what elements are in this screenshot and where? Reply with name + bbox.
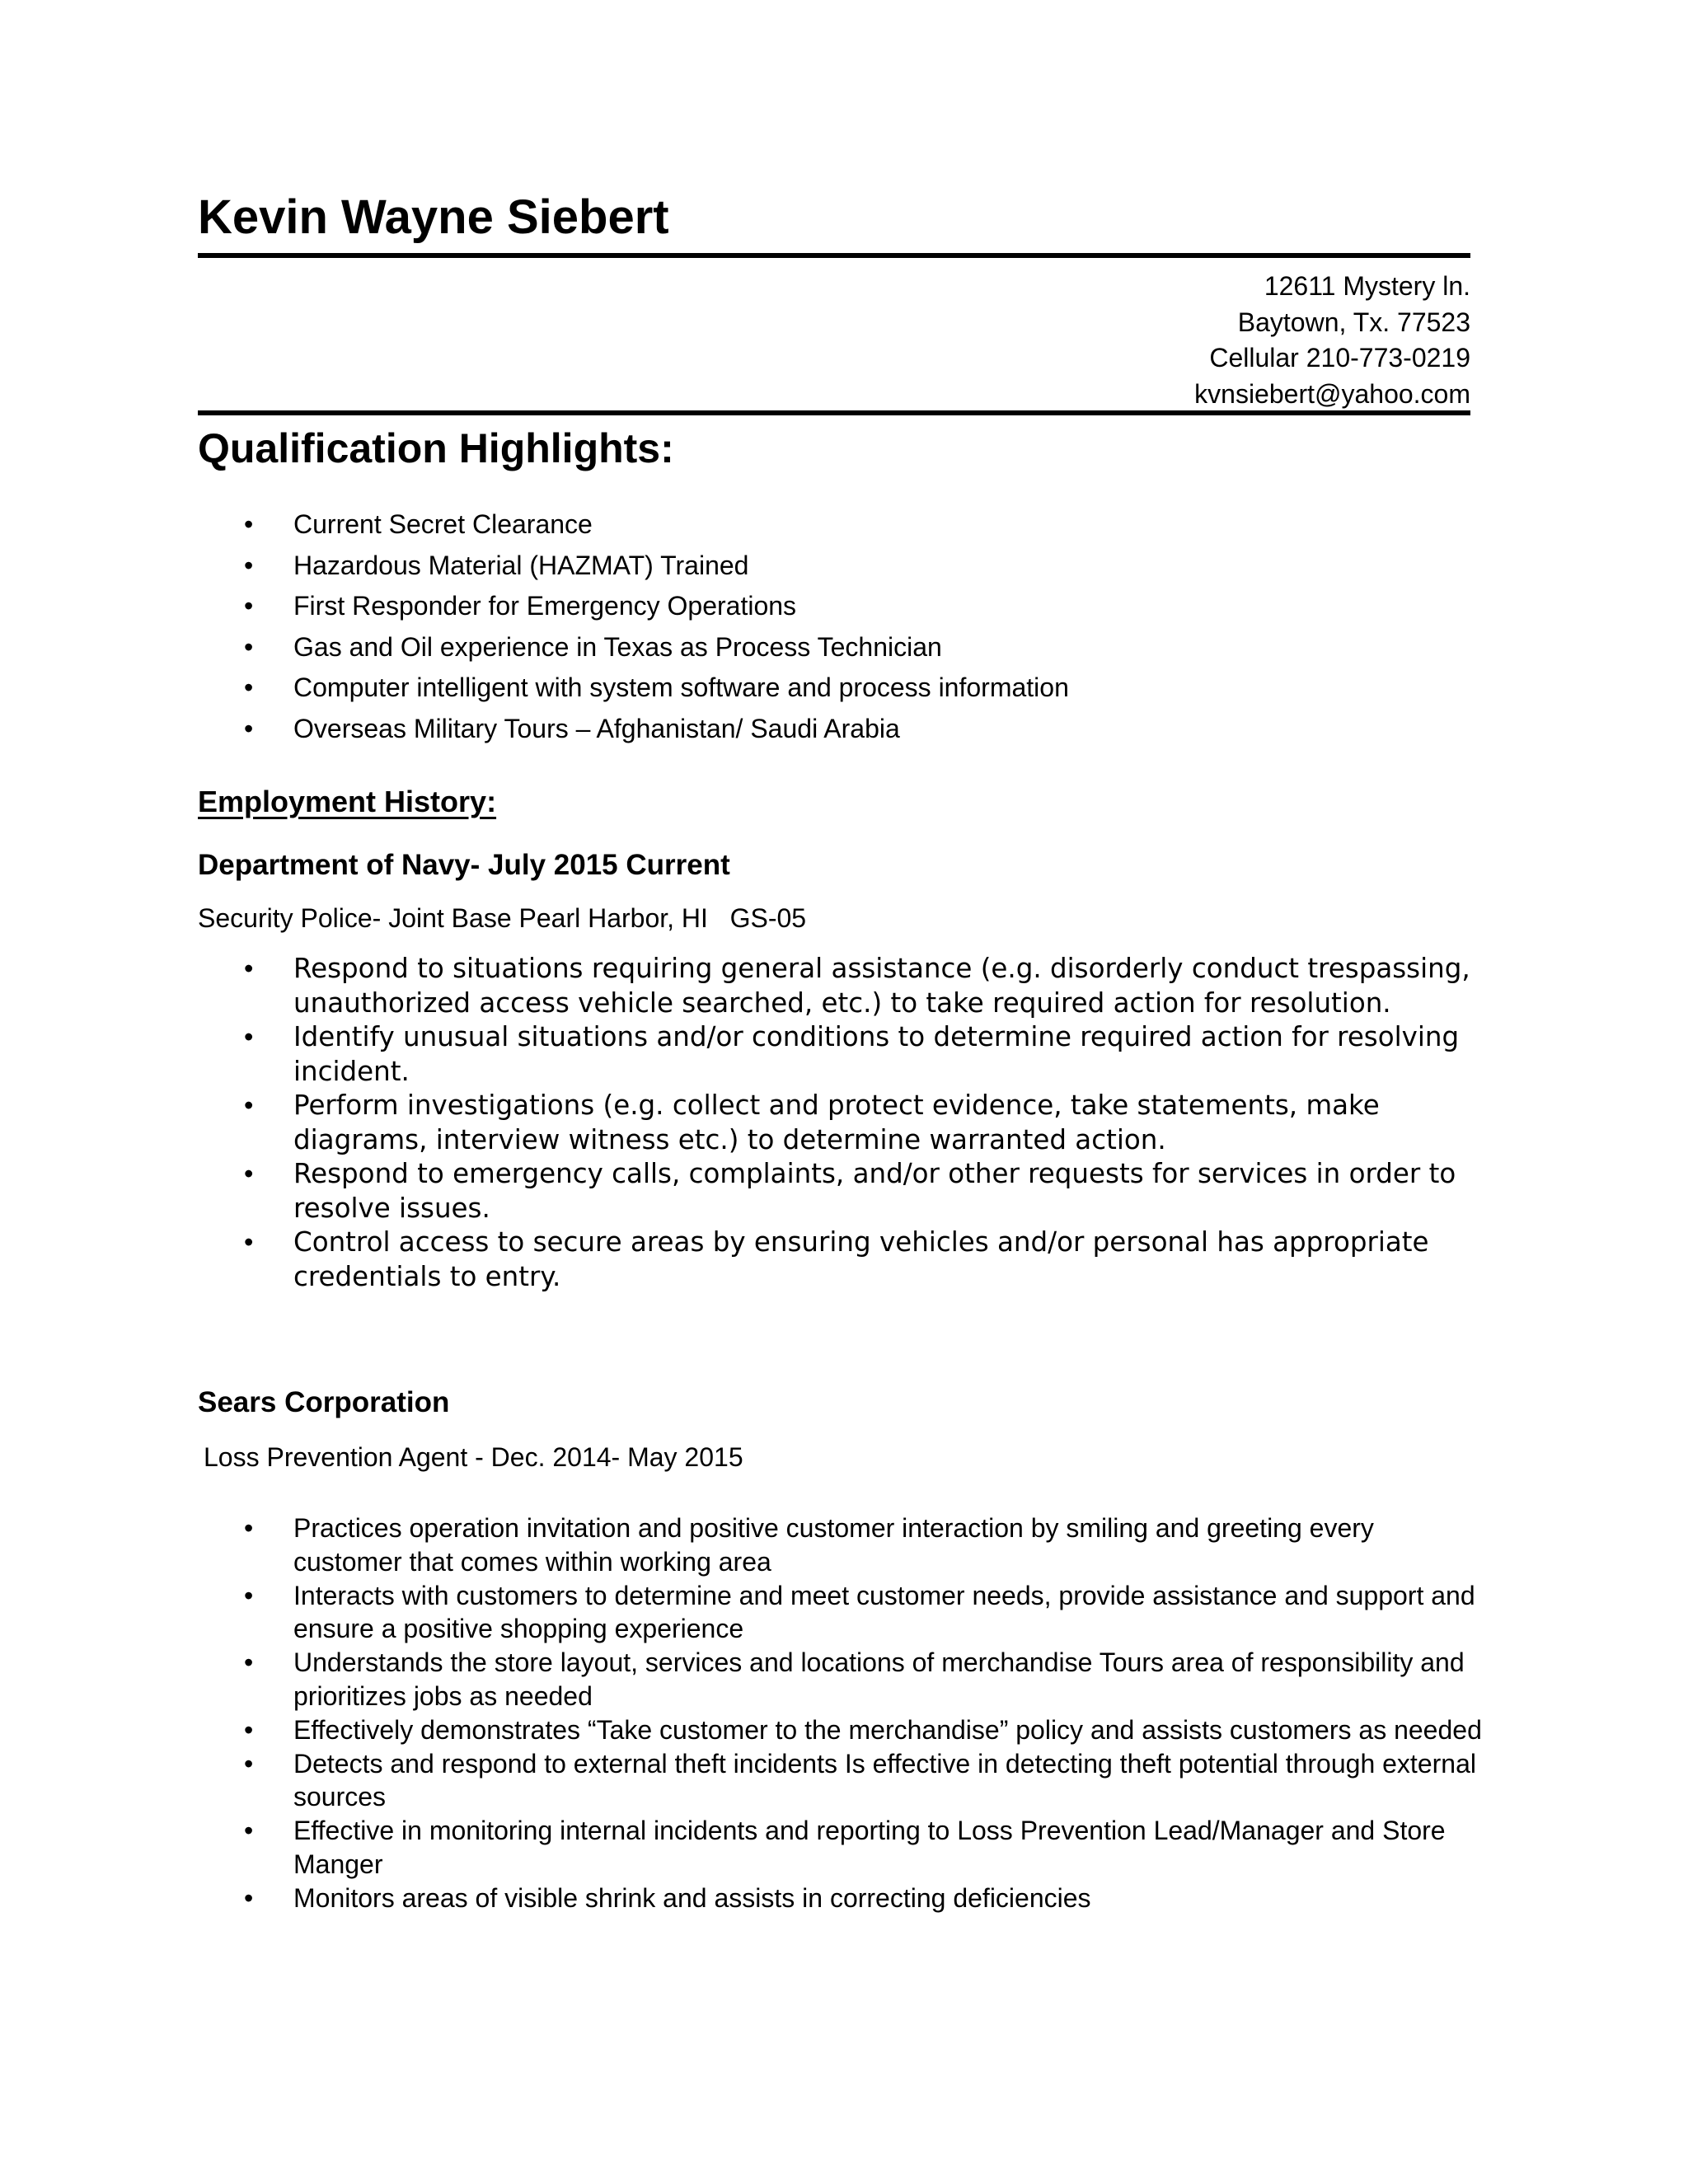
bullet-icon: • xyxy=(244,1513,254,1543)
bullet-icon: • xyxy=(244,954,254,983)
list-item: • Effectively demonstrates “Take customer to the merchandise” policy and assists customers as needed xyxy=(0,1713,1485,1747)
bullet-icon: • xyxy=(244,509,254,539)
job-position-navy: Security Police- Joint Base Pearl Harbor, HI GS-05 xyxy=(198,903,807,933)
list-item: • Gas and Oil experience in Texas as Process Technician xyxy=(0,627,1485,668)
list-item: • Respond to emergency calls, complaints, and/or other requests for services in order to resolve issues. xyxy=(244,1158,1456,1224)
job-employer-navy: Department of Navy- July 2015 Current xyxy=(198,849,730,881)
list-item: • Effective in monitoring internal incidents and reporting to Loss Prevention Lead/Manager and Store Manger xyxy=(244,1816,1446,1879)
candidate-name: Kevin Wayne Siebert xyxy=(198,190,669,244)
bullet-icon: • xyxy=(244,1647,254,1678)
list-item: • Perform investigations (e.g. collect and protect evidence, take statements, make diagrams, interview witness etc.) to determine warranted action. xyxy=(244,1090,1380,1155)
bullet-icon: • xyxy=(244,1816,254,1846)
bullet-icon: • xyxy=(244,550,254,580)
bullet-icon: • xyxy=(244,1090,254,1120)
employment-heading: Employment History: xyxy=(198,785,497,818)
qualifications-list xyxy=(0,504,1688,750)
header-divider xyxy=(198,253,1470,258)
bullet-icon: • xyxy=(244,673,254,703)
contact-phone: Cellular 210-773-0219 xyxy=(1209,343,1470,373)
bullet-icon: • xyxy=(244,1227,254,1257)
bullet-icon: • xyxy=(244,713,254,743)
contact-city: Baytown, Tx. 77523 xyxy=(1237,307,1470,337)
list-item: • Interacts with customers to determine and meet customer needs, provide assistance and support and ensure a positive shopping experience xyxy=(244,1580,1475,1644)
bullet-icon: • xyxy=(244,1580,254,1610)
list-item: • Identify unusual situations and/or conditions to determine required action for resolving incident. xyxy=(244,1021,1460,1087)
contact-email: kvnsiebert@yahoo.com xyxy=(1194,378,1470,409)
list-item: • Current Secret Clearance xyxy=(0,504,1485,546)
list-item: • Understands the store layout, services and locations of merchandise Tours area of responsibility and prioritizes jobs as needed xyxy=(244,1647,1465,1711)
list-item: • Detects and respond to external theft incidents Is effective in detecting theft potential through external sources xyxy=(244,1748,1476,1812)
job-position-sears: Loss Prevention Agent - Dec. 2014- May 2015 xyxy=(204,1442,743,1472)
list-item: • Overseas Military Tours – Afghanistan/ Saudi Arabia xyxy=(0,709,1485,750)
list-item: • First Responder for Emergency Operations xyxy=(0,586,1485,627)
job-employer-sears: Sears Corporation xyxy=(198,1386,450,1418)
bullet-icon: • xyxy=(244,1748,254,1779)
bullet-icon: • xyxy=(244,591,254,621)
bullet-icon: • xyxy=(244,1159,254,1188)
list-item: • Practices operation invitation and positive customer interaction by smiling and greeting every customer that comes within working area xyxy=(244,1513,1374,1577)
sears-duties-list xyxy=(0,1511,1688,1915)
list-item: • Hazardous Material (HAZMAT) Trained xyxy=(0,546,1485,587)
list-item: • Control access to secure areas by ensuring vehicles and/or personal has appropriate credentials to entry. xyxy=(244,1226,1429,1292)
contact-block xyxy=(1194,269,1470,412)
bullet-icon: • xyxy=(244,631,254,662)
bullet-icon: • xyxy=(244,1882,254,1913)
bullet-icon: • xyxy=(244,1714,254,1745)
list-item: • Computer intelligent with system software and process information xyxy=(0,668,1485,709)
qualifications-heading: Qualification Highlights: xyxy=(198,425,674,471)
navy-duties-list xyxy=(0,952,1688,1294)
contact-street: 12611 Mystery ln. xyxy=(1264,271,1470,301)
list-item: • Respond to situations requiring general assistance (e.g. disorderly conduct trespassing, unauthorized access vehicle searched, etc.) to take required action for resolution. xyxy=(244,953,1470,1019)
contact-divider xyxy=(198,410,1470,415)
bullet-icon: • xyxy=(244,1022,254,1052)
list-item: • Monitors areas of visible shrink and assists in correcting deficiencies xyxy=(0,1882,1485,1915)
